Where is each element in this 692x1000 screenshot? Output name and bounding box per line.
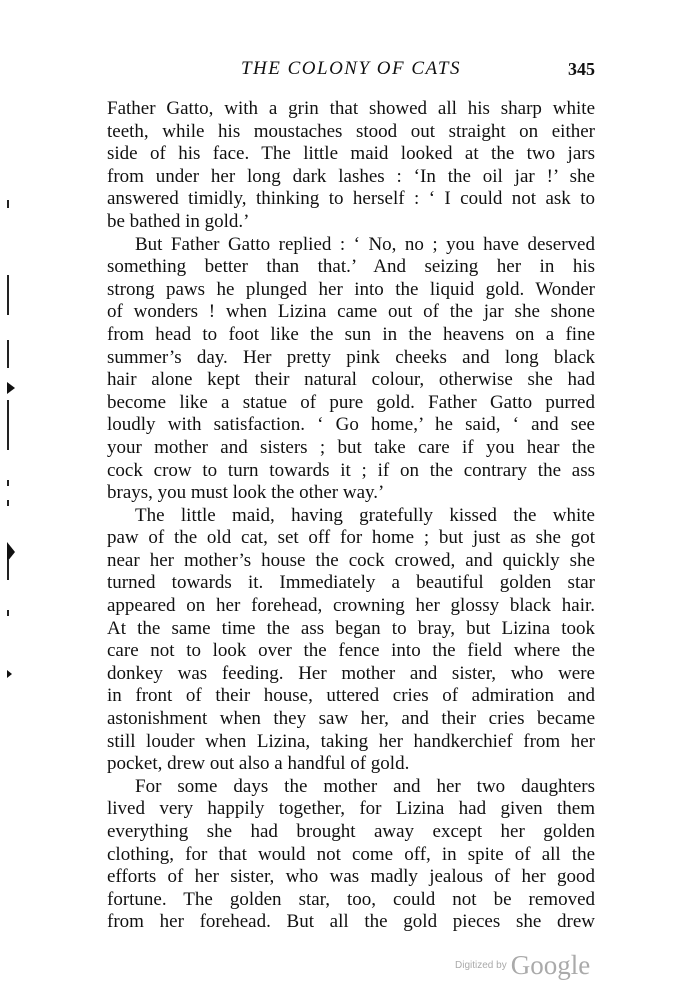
text-line: hair alone kept their natural colour, otherwise she had [107, 369, 595, 391]
text-line: of wonders ! when Lizina came out of the jar she shone [107, 301, 595, 323]
text-line: For some days the mother and her two daughters [135, 775, 595, 797]
text-line: turned towards it. Immediately a beautiful golden star [107, 572, 595, 594]
text-line: summer’s day. Her pretty pink cheeks and long black [107, 346, 595, 368]
text-line: become like a statue of pure gold. Father Gatto purred [107, 391, 595, 413]
text-line: astonishment when they saw her, and their cries became [107, 708, 595, 730]
text-line: At the same time the ass began to bray, but Lizina took [107, 617, 595, 639]
text-line: The little maid, having gratefully kissed the white [135, 504, 595, 526]
text-line: brays, you must look the other way.’ [107, 482, 385, 504]
text-line: from head to foot like the sun in the heavens on a fine [107, 323, 595, 345]
text-line: near her mother’s house the cock crowed, and quickly she [107, 549, 595, 571]
text-line: appeared on her forehead, crowning her glossy black hair. [107, 595, 595, 617]
text-line: pocket, drew out also a handful of gold. [107, 753, 410, 775]
text-line: from under her long dark lashes : ‘In the oil jar !’ she [107, 165, 595, 187]
text-line: lived very happily together, for Lizina had given them [107, 798, 595, 820]
watermark-prefix: Digitized by [455, 960, 507, 971]
digitized-by-google-watermark [455, 950, 590, 981]
text-line: side of his face. The little maid looked at the two jars [107, 143, 595, 165]
text-line: your mother and sisters ; but take care if you hear the [107, 436, 595, 458]
text-line: in front of their house, uttered cries of admiration and [107, 685, 595, 707]
page-body-text [107, 98, 595, 934]
text-line: cock crow to turn towards it ; if on the contrary the ass [107, 459, 595, 481]
page-header [107, 56, 595, 82]
text-line: answered timidly, thinking to herself : ‘ I could not ask to [107, 188, 595, 210]
text-line: something better than that.’ And seizing her in his [107, 256, 595, 278]
text-line: Father Gatto, with a grin that showed all his sharp white [107, 98, 595, 119]
page-number: 345 [568, 59, 595, 79]
text-line: donkey was feeding. Her mother and sister, who were [107, 662, 595, 684]
watermark-brand: Google [510, 950, 591, 980]
text-line: fortune. The golden star, too, could not be removed [107, 888, 595, 910]
text-line: still louder when Lizina, taking her handkerchief from her [107, 730, 595, 752]
text-line: be bathed in gold.’ [107, 210, 250, 232]
text-line: from her forehead. But all the gold pieces she drew [107, 911, 595, 933]
text-line: loudly with satisfaction. ‘ Go home,’ he said, ‘ and see [107, 414, 595, 436]
text-line: strong paws he plunged her into the liquid gold. Wonder [107, 278, 595, 300]
text-line: paw of the old cat, set off for home ; but just as she got [107, 527, 595, 549]
text-line: But Father Gatto replied : ‘ No, no ; you have deserved [135, 233, 595, 255]
text-line: teeth, while his moustaches stood out straight on either [107, 120, 595, 142]
scan-margin-artifacts [4, 200, 16, 980]
text-line: efforts of her sister, who was madly jealous of her good [107, 866, 595, 888]
text-line: clothing, for that would not come off, in spite of all the [107, 843, 595, 865]
text-line: everything she had brought away except her golden [107, 821, 595, 842]
running-title: THE COLONY OF CATS [240, 58, 462, 79]
text-line: care not to look over the fence into the field where the [107, 640, 595, 662]
